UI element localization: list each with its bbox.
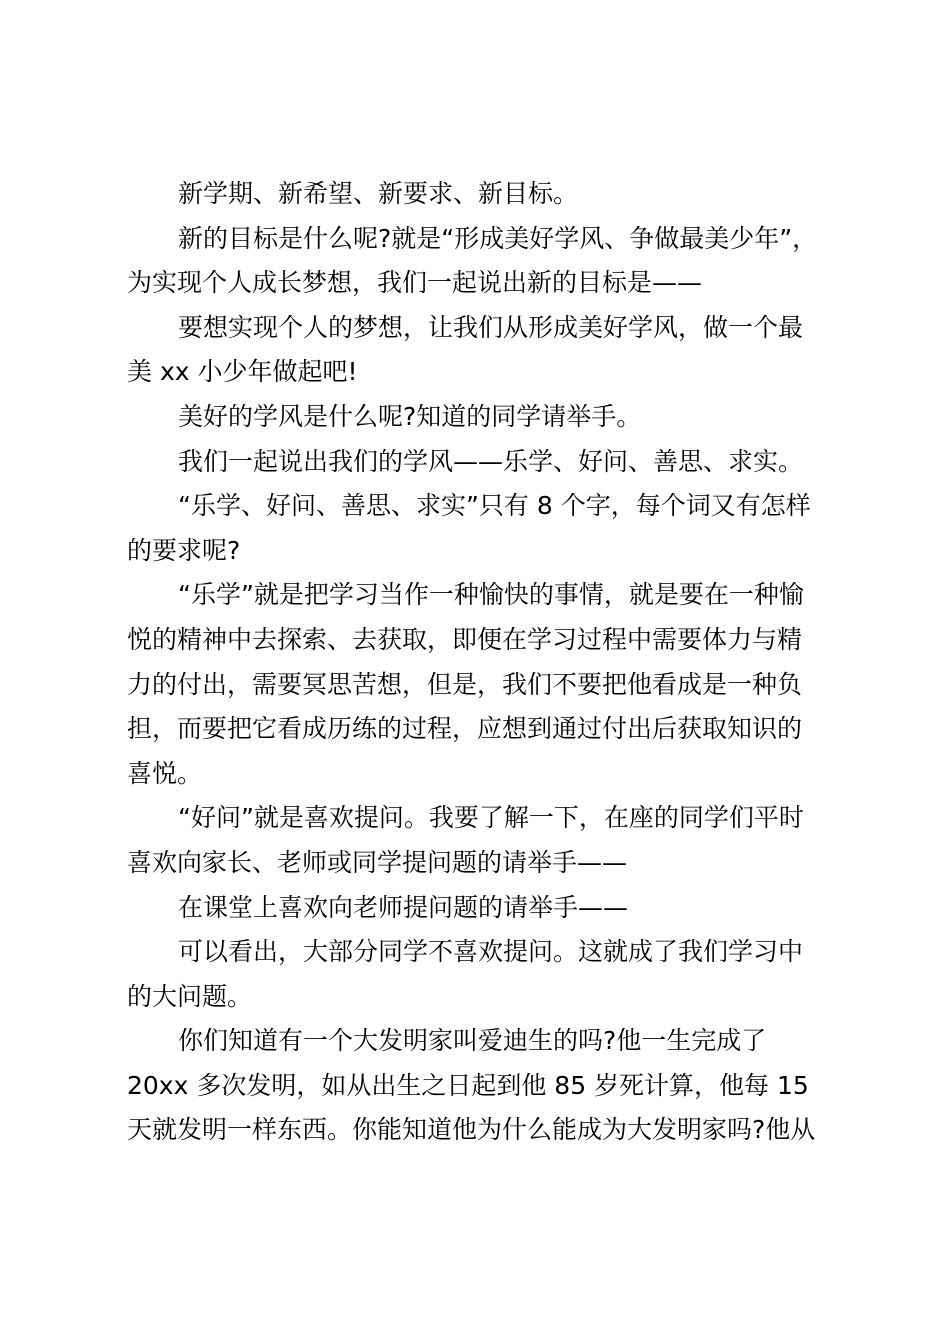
text-line: 新学期、新希望、新要求、新目标。 [178,179,579,208]
document-body [127,172,837,1153]
text-line: “乐学”就是把学习当作一种愉快的事情，就是要在一种愉 [178,580,804,610]
text-line: 的大问题。 [127,981,253,1011]
text-line: 为实现个人成长梦想，我们一起说出新的目标是—— [127,268,703,298]
text-line: “乐学、好问、善思、求实”只有 8 个字，每个词又有怎样 [178,491,811,521]
text-line: 可以看出，大部分同学不喜欢提问。这就成了我们学习中 [178,937,804,967]
text-line: 美 xx 小少年做起吧! [127,357,358,387]
text-line: 20xx 多次发明，如从出生之日起到他 85 岁死计算，他每 15 [127,1070,809,1100]
text-line: 悦的精神中去探索、去获取，即便在学习过程中需要体力与精 [127,624,803,654]
text-line: “好问”就是喜欢提问。我要了解一下，在座的同学们平时 [178,803,804,833]
text-line: 要想实现个人的梦想，让我们从形成美好学风，做一个最 [178,312,804,342]
text-line: 力的付出，需要冥思苦想，但是，我们不要把他看成是一种负 [127,669,803,699]
text-line: 我们一起说出我们的学风——乐学、好问、善思、求实。 [178,446,804,476]
text-line: 你们知道有一个大发明家叫爱迪生的吗?他一生完成了 [178,1026,767,1056]
text-line: 的要求呢? [127,535,241,565]
text-line: 美好的学风是什么呢?知道的同学请举手。 [178,401,642,431]
text-line: 喜欢向家长、老师或同学提问题的请举手—— [127,847,628,877]
text-line: 担，而要把它看成历练的过程，应想到通过付出后获取知识的 [127,714,803,744]
text-line: 在课堂上喜欢向老师提问题的请举手—— [178,892,629,922]
text-line: 天就发明一样东西。你能知道他为什么能成为大发明家吗?他从 [127,1115,816,1145]
text-line: 喜悦。 [127,758,203,788]
text-line: 新的目标是什么呢?就是“形成美好学风、争做最美少年”， [178,223,818,253]
